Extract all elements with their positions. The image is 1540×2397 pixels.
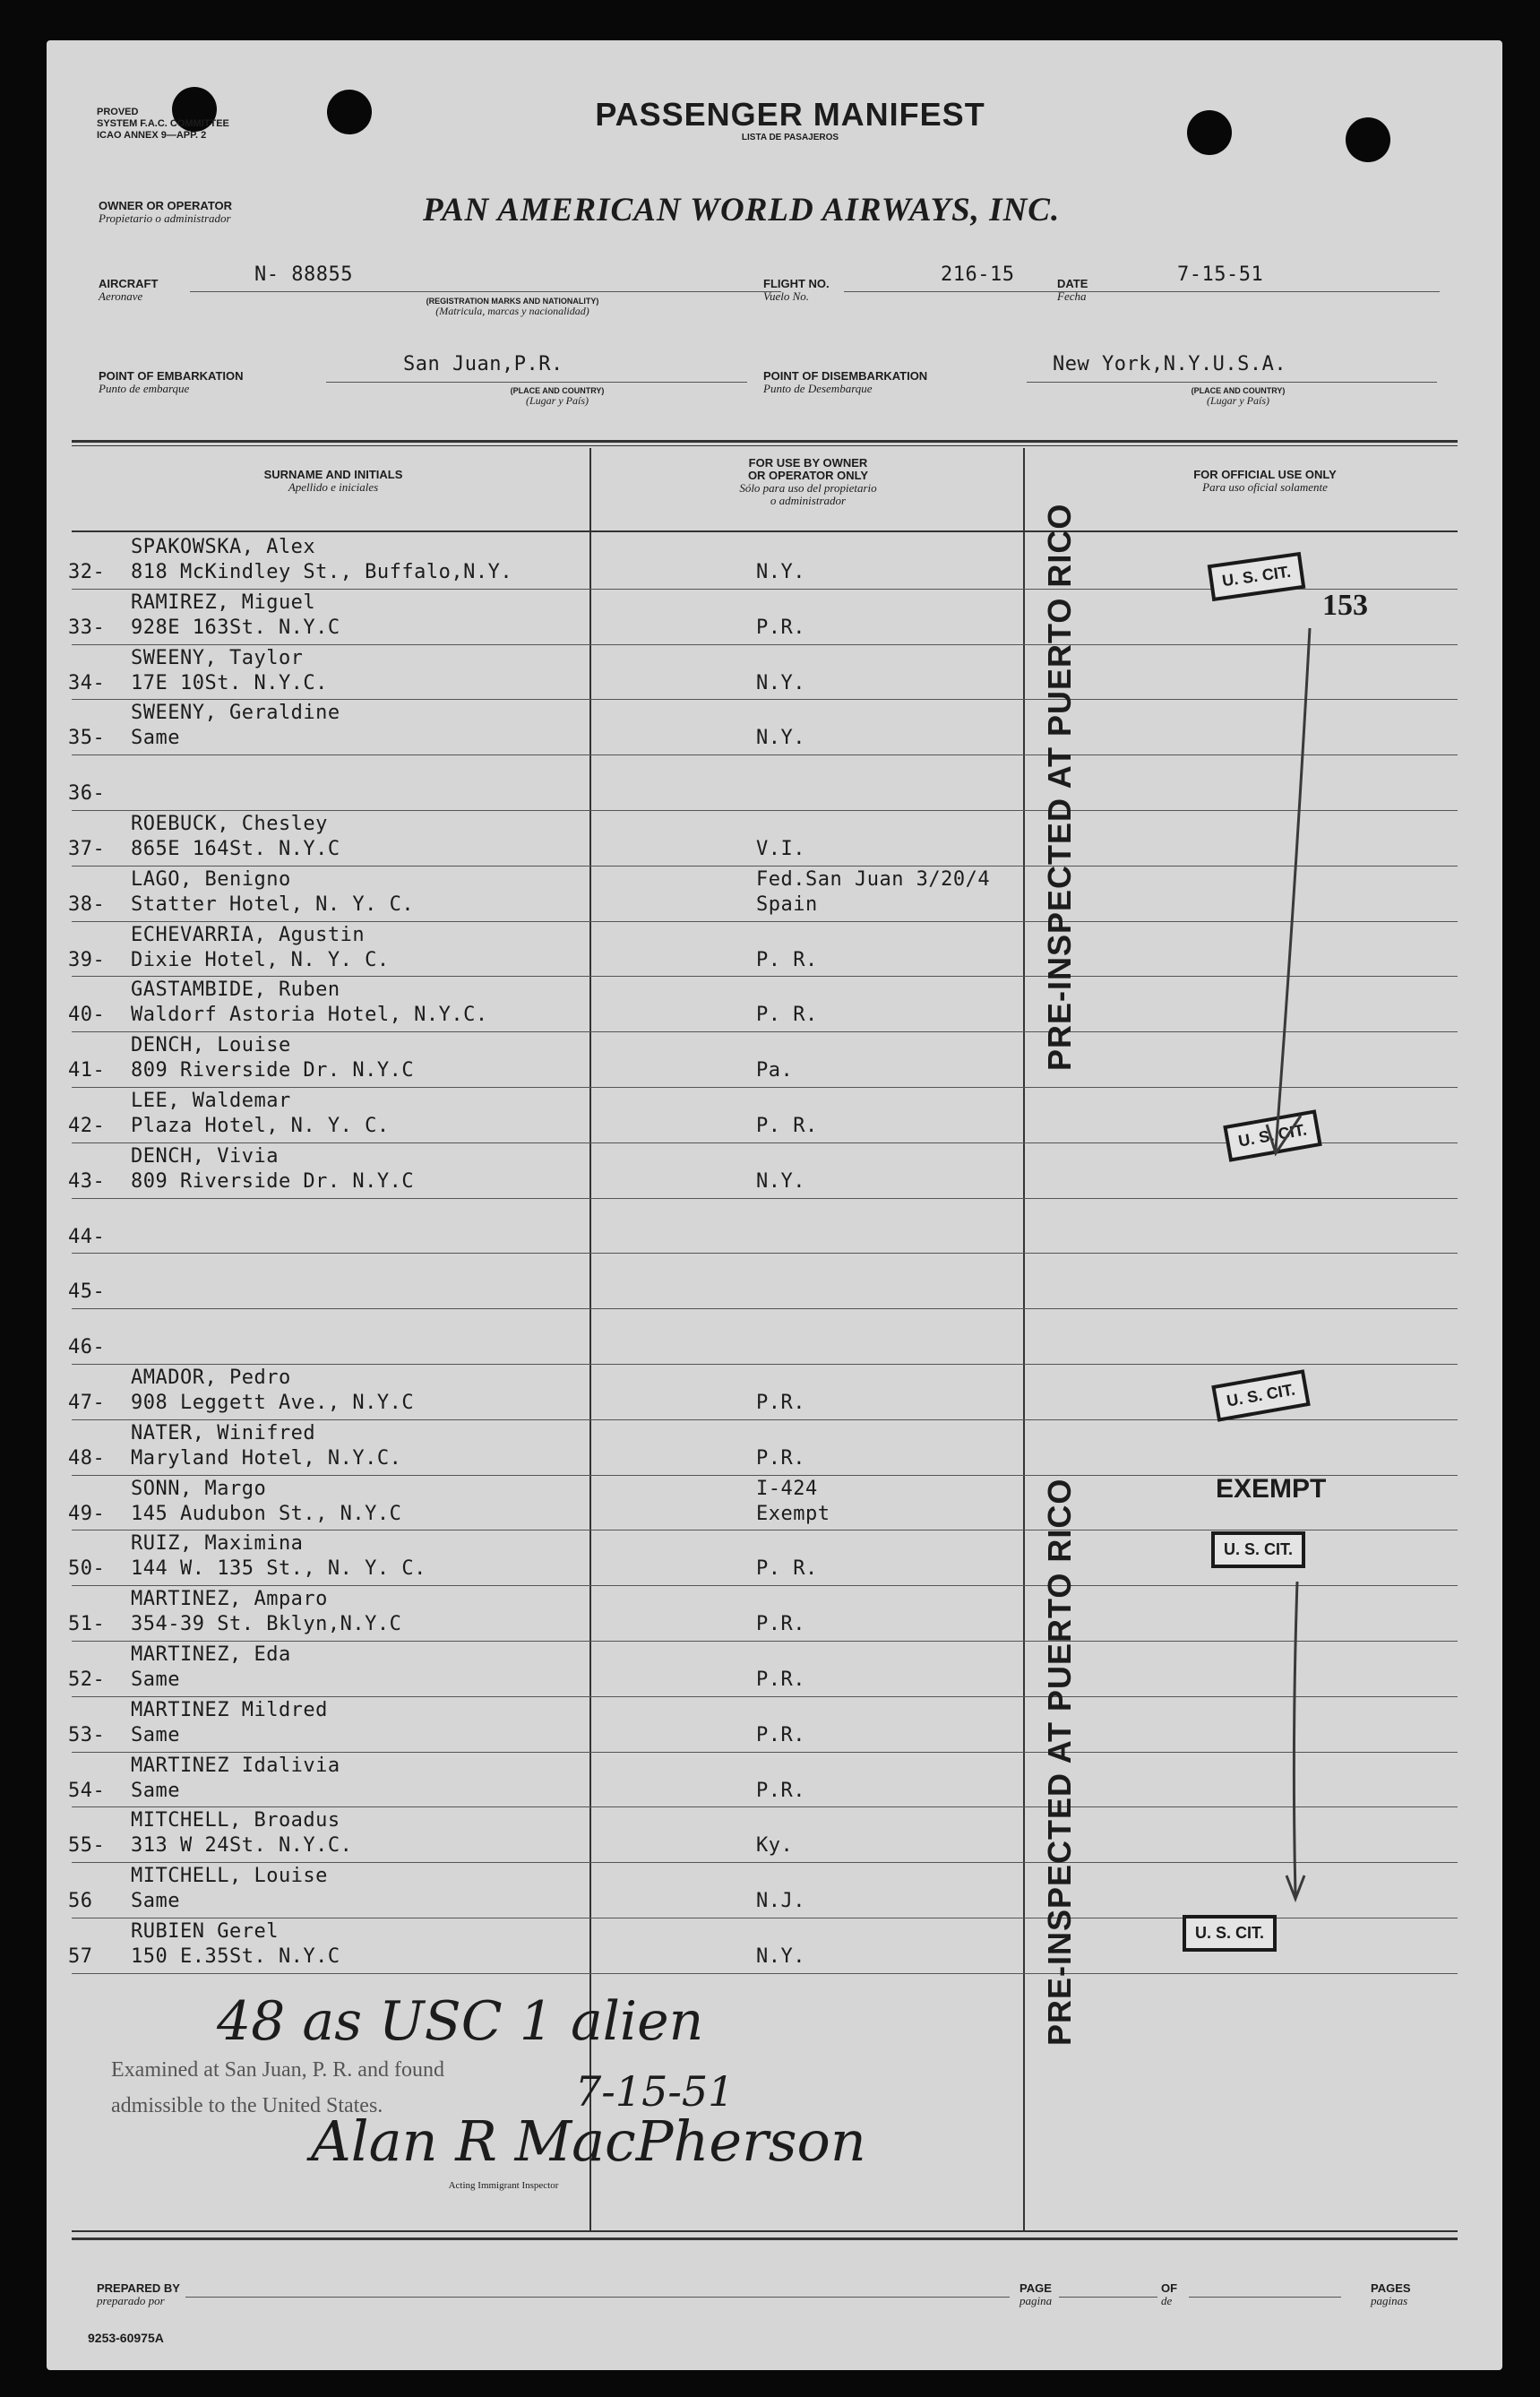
- passenger-address: Dixie Hotel, N. Y. C.: [131, 948, 390, 971]
- col-surname-label-es: Apellido e iniciales: [288, 480, 379, 494]
- owner-code: P.R.: [756, 1668, 805, 1691]
- disembark-underline: [1027, 382, 1437, 383]
- registration-caption-block: [315, 297, 710, 316]
- passenger-address: 144 W. 135 St., N. Y. C.: [131, 1557, 426, 1581]
- operator-name: PAN AMERICAN WORLD AIRWAYS, INC.: [423, 192, 1061, 228]
- owner-code: P. R.: [756, 1004, 818, 1027]
- owner-code: N.Y.: [756, 671, 805, 694]
- row-number: 34-: [68, 671, 106, 694]
- embark-underline: [326, 382, 747, 383]
- disembark-caption-block: [1122, 386, 1355, 406]
- passenger-name: MARTINEZ, Amparo: [131, 1588, 328, 1611]
- exam-date: 7-15-51: [575, 2067, 735, 2116]
- of-label-block: [1161, 2282, 1177, 2307]
- col-header-owner: [595, 457, 1021, 507]
- pages-label-es: paginas: [1371, 2294, 1408, 2307]
- row-number: 33-: [68, 616, 106, 639]
- row-number: 41-: [68, 1059, 106, 1082]
- of-underline: [1189, 2297, 1341, 2298]
- handwritten-tally: 48 as USC 1 alien: [217, 1990, 704, 2053]
- place-caption-es: (Lugar y País): [1207, 394, 1269, 407]
- place-caption: (PLACE AND COUNTRY): [1191, 386, 1286, 395]
- col-header-official: [1077, 469, 1453, 494]
- embark-value: San Juan,P.R.: [403, 353, 564, 375]
- aircraft-label-es: Aeronave: [99, 289, 143, 303]
- col-owner-label-es: Sólo para uso del propietario o administrador: [739, 481, 877, 507]
- examined-line-2: admissible to the United States.: [111, 2094, 383, 2117]
- owner-label-es: Propietario o administrador: [99, 211, 231, 225]
- owner-code: P.R.: [756, 1392, 805, 1414]
- owner-code: Ky.: [756, 1834, 794, 1858]
- disembark-label-block: [763, 370, 927, 395]
- owner-code: V.I.: [756, 838, 805, 860]
- owner-code: P. R.: [756, 1557, 818, 1581]
- passenger-address: Statter Hotel, N. Y. C.: [131, 892, 415, 916]
- row-number: 49-: [68, 1502, 106, 1525]
- aircraft-value: N- 88855: [254, 263, 353, 286]
- registration-caption: (REGISTRATION MARKS AND NATIONALITY): [426, 297, 599, 306]
- col-official-label: FOR OFFICIAL USE ONLY: [1193, 468, 1337, 481]
- form-number: 9253-60975A: [88, 2331, 164, 2345]
- owner-code: P.R.: [756, 1723, 805, 1746]
- pages-label: PAGES: [1371, 2281, 1411, 2295]
- approval-line: ICAO ANNEX 9—APP. 2: [97, 130, 207, 141]
- row-number: 32-: [68, 561, 106, 583]
- approval-line: SYSTEM F.A.C. COMMITTEE: [97, 118, 229, 129]
- passenger-address: 809 Riverside Dr. N.Y.C: [131, 1169, 415, 1193]
- us-cit-stamp: U. S. CIT.: [1183, 1915, 1277, 1952]
- owner-code: P.R.: [756, 616, 805, 639]
- passenger-address: Same: [131, 1723, 180, 1746]
- owner-code: Exempt: [756, 1502, 830, 1525]
- passenger-name: AMADOR, Pedro: [131, 1367, 291, 1389]
- owner-label-block: [99, 200, 232, 225]
- preinspected-stamp: PRE-INSPECTED AT PUERTO RICO: [1041, 1478, 1078, 2046]
- us-cit-stamp: U. S. CIT.: [1211, 1531, 1305, 1568]
- of-label: OF: [1161, 2281, 1178, 2295]
- passenger-address: 928E 163St. N.Y.C: [131, 616, 340, 639]
- flight-label-block: [763, 278, 830, 303]
- prepared-label: PREPARED BY: [97, 2281, 180, 2295]
- row-number: 47-: [68, 1392, 106, 1414]
- row-number: 54-: [68, 1779, 106, 1802]
- header-bottom-rule: [72, 530, 1458, 532]
- owner-code: N.Y.: [756, 727, 805, 750]
- passenger-address: 809 Riverside Dr. N.Y.C: [131, 1059, 415, 1082]
- passenger-name: SWEENY, Taylor: [131, 646, 304, 669]
- passenger-name: SWEENY, Geraldine: [131, 702, 340, 725]
- passenger-address: 145 Audubon St., N.Y.C: [131, 1502, 402, 1525]
- col-official-label-es: Para uso oficial solamente: [1202, 480, 1328, 494]
- owner-code: P.R.: [756, 1779, 805, 1802]
- row-number: 53-: [68, 1723, 106, 1746]
- row-number: 36-: [68, 782, 106, 806]
- disembark-label: POINT OF DISEMBARKATION: [763, 369, 928, 383]
- row-number: 51-: [68, 1613, 106, 1636]
- col-surname-label: SURNAME AND INITIALS: [263, 468, 403, 481]
- date-value: 7-15-51: [1177, 263, 1264, 286]
- embark-caption-block: [441, 386, 674, 406]
- owner-code: P.R.: [756, 1613, 805, 1636]
- owner-code: N.J.: [756, 1890, 805, 1913]
- preinspected-stamp: PRE-INSPECTED AT PUERTO RICO: [1041, 503, 1078, 1071]
- prepared-block: [97, 2282, 180, 2307]
- owner-code: P. R.: [756, 948, 818, 971]
- row-number: 39-: [68, 948, 106, 971]
- exempt-stamp: EXEMPT: [1216, 1474, 1327, 1504]
- col-header-surname: [82, 469, 584, 494]
- aircraft-underline: [190, 291, 781, 292]
- embark-label: POINT OF EMBARKATION: [99, 369, 244, 383]
- passenger-address: Same: [131, 1668, 180, 1691]
- passenger-name: MARTINEZ, Eda: [131, 1643, 291, 1666]
- table-bottom-rule-2: [72, 2237, 1458, 2240]
- embark-label-block: [99, 370, 244, 395]
- passenger-name: ECHEVARRIA, Agustin: [131, 923, 366, 946]
- passenger-name: GASTAMBIDE, Ruben: [131, 979, 340, 1002]
- passenger-name: SONN, Margo: [131, 1477, 267, 1500]
- us-cit-stamp: U. S. CIT.: [1208, 552, 1306, 601]
- continuation-arrows: [1220, 623, 1328, 1931]
- owner-code: N.Y.: [756, 1169, 805, 1193]
- passenger-name: DENCH, Vivia: [131, 1144, 279, 1168]
- row-number: 35-: [68, 727, 106, 750]
- owner-code: P. R.: [756, 1115, 818, 1137]
- page-label: PAGE: [1019, 2281, 1052, 2295]
- passenger-name: MITCHELL, Louise: [131, 1865, 328, 1888]
- date-label: DATE: [1057, 277, 1088, 290]
- row-number: 40-: [68, 1004, 106, 1027]
- date-label-block: [1057, 278, 1088, 303]
- passenger-name: NATER, Winifred: [131, 1421, 316, 1444]
- passenger-address: 313 W 24St. N.Y.C.: [131, 1834, 353, 1858]
- disembark-value: New York,N.Y.U.S.A.: [1053, 353, 1287, 375]
- table-top-rule: [72, 440, 1458, 443]
- row-rule: [72, 1973, 1458, 1974]
- passenger-address: Same: [131, 727, 180, 750]
- owner-code: P.R.: [756, 1446, 805, 1470]
- passenger-address: Same: [131, 1890, 180, 1913]
- registration-caption-es: (Matricula, marcas y nacionalidad): [435, 305, 589, 317]
- page-underline: [1059, 2297, 1157, 2298]
- title-block: [47, 96, 1534, 142]
- owner-label: OWNER OR OPERATOR: [99, 199, 233, 212]
- embark-label-es: Punto de embarque: [99, 382, 190, 395]
- row-number: 37-: [68, 838, 106, 860]
- row-number: 57: [68, 1945, 93, 1968]
- passenger-address: Waldorf Astoria Hotel, N.Y.C.: [131, 1004, 488, 1027]
- page-subtitle: LISTA DE PASAJEROS: [741, 133, 839, 142]
- passenger-name: RAMIREZ, Miguel: [131, 591, 316, 614]
- approval-line: PROVED: [97, 107, 139, 117]
- passenger-name: DENCH, Louise: [131, 1034, 291, 1057]
- row-number: 55-: [68, 1834, 106, 1858]
- of-label-es: de: [1161, 2294, 1173, 2307]
- prepared-label-es: preparado por: [97, 2294, 165, 2307]
- owner-code: N.Y.: [756, 561, 805, 583]
- row-number: 50-: [68, 1557, 106, 1581]
- flight-label: FLIGHT NO.: [763, 277, 830, 290]
- pages-label-block: [1371, 2282, 1411, 2307]
- date-label-es: Fecha: [1057, 289, 1087, 303]
- row-number: 48-: [68, 1446, 106, 1470]
- row-number: 42-: [68, 1115, 106, 1137]
- passenger-name: LAGO, Benigno: [131, 867, 291, 891]
- owner-note: Fed.San Juan 3/20/4: [756, 867, 991, 891]
- passenger-name: RUIZ, Maximina: [131, 1532, 304, 1556]
- place-caption-es: (Lugar y País): [526, 394, 589, 407]
- examined-line-1: Examined at San Juan, P. R. and found: [111, 2058, 444, 2082]
- aircraft-label-block: [99, 278, 158, 303]
- us-cit-stamp: U. S. CIT.: [1223, 1109, 1322, 1162]
- passenger-address: 17E 10St. N.Y.C.: [131, 671, 328, 694]
- passenger-address: Same: [131, 1779, 180, 1802]
- passenger-name: RUBIEN Gerel: [131, 1920, 279, 1943]
- page-title: PASSENGER MANIFEST: [595, 96, 985, 133]
- us-cit-stamp: U. S. CIT.: [1211, 1369, 1311, 1422]
- inspector-caption: Acting Immigrant Inspector: [448, 2180, 559, 2191]
- passenger-address: 150 E.35St. N.Y.C: [131, 1945, 340, 1968]
- row-number: 46-: [68, 1336, 106, 1359]
- row-number: 52-: [68, 1668, 106, 1691]
- flight-value: 216-15: [941, 263, 1015, 286]
- aircraft-label: AIRCRAFT: [99, 277, 159, 290]
- inspector-signature: Alan R MacPherson: [311, 2108, 866, 2174]
- passenger-address: 818 McKindley St., Buffalo,N.Y.: [131, 561, 513, 583]
- table-bottom-rule: [72, 2230, 1458, 2232]
- owner-code: Spain: [756, 892, 818, 916]
- count-number: 153: [1322, 589, 1368, 622]
- passenger-address: 865E 164St. N.Y.C: [131, 838, 340, 860]
- place-caption: (PLACE AND COUNTRY): [510, 386, 605, 395]
- passenger-name: MARTINEZ Idalivia: [131, 1754, 340, 1777]
- row-number: 43-: [68, 1169, 106, 1193]
- passenger-name: SPAKOWSKA, Alex: [131, 536, 316, 558]
- passenger-name: LEE, Waldemar: [131, 1090, 291, 1112]
- row-number: 44-: [68, 1225, 106, 1248]
- prepared-underline: [185, 2297, 1010, 2298]
- page-label-es: pagina: [1019, 2294, 1053, 2307]
- col-owner-label: FOR USE BY OWNER OR OPERATOR ONLY: [747, 456, 869, 482]
- passenger-address: Maryland Hotel, N.Y.C.: [131, 1446, 402, 1470]
- passenger-address: 354-39 St. Bklyn,N.Y.C: [131, 1613, 402, 1636]
- passenger-address: Plaza Hotel, N. Y. C.: [131, 1115, 390, 1137]
- page-label-block: [1019, 2282, 1052, 2307]
- manifest-sheet: [47, 40, 1502, 2370]
- row-number: 56: [68, 1890, 93, 1913]
- row-number: 38-: [68, 892, 106, 916]
- row-number: 45-: [68, 1280, 106, 1304]
- owner-code: N.Y.: [756, 1945, 805, 1968]
- disembark-label-es: Punto de Desembarque: [763, 382, 873, 395]
- table-top-rule-2: [72, 445, 1458, 446]
- owner-note: I-424: [756, 1477, 818, 1500]
- passenger-name: ROEBUCK, Chesley: [131, 813, 328, 835]
- passenger-address: 908 Leggett Ave., N.Y.C: [131, 1392, 415, 1414]
- passenger-name: MITCHELL, Broadus: [131, 1809, 340, 1832]
- passenger-name: MARTINEZ Mildred: [131, 1698, 328, 1721]
- flight-label-es: Vuelo No.: [763, 289, 810, 303]
- owner-code: Pa.: [756, 1059, 794, 1082]
- date-underline: [1104, 291, 1440, 292]
